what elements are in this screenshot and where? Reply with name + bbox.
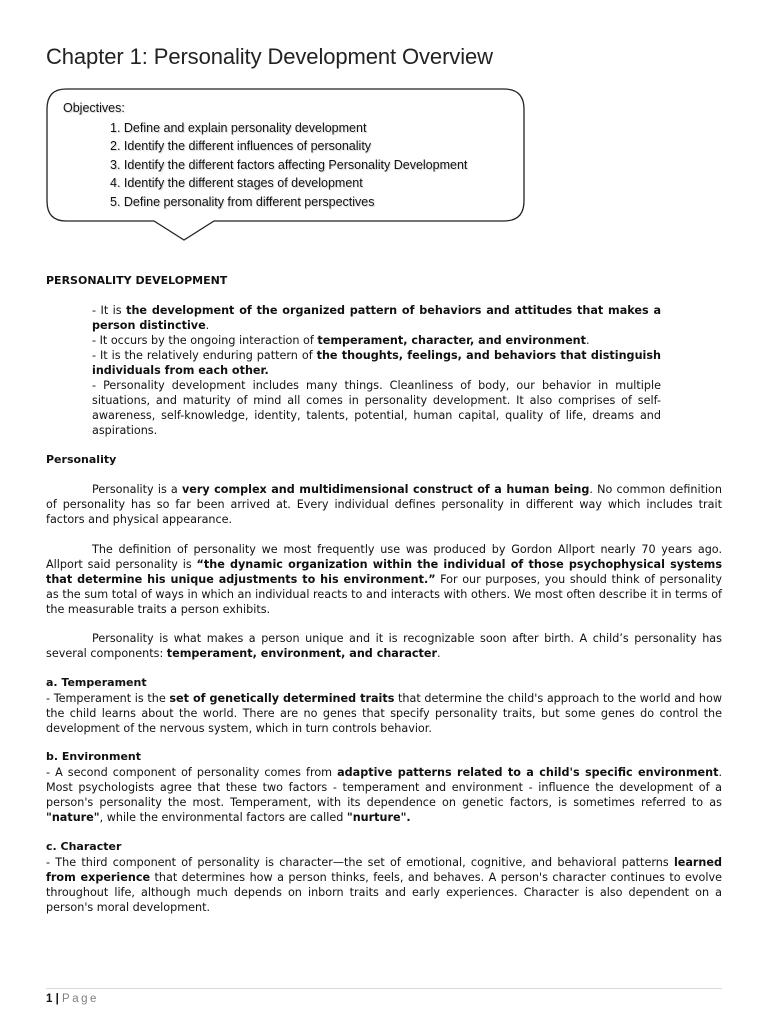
personality-paragraph-3: Personality is what makes a person unique and it is recognizable soon after birth. A child’s personality has several components: temperament, environment, and character. [46,632,722,660]
heading-personality-development: PERSONALITY DEVELOPMENT [46,274,228,287]
footer-divider [46,988,722,989]
personality-paragraph-2: The definition of personality we most frequently use was produced by Gordon Allport nearly 70 years ago. Allport said personality is “the dynamic organization within the individual of those psychophysical systems that determine his unique adjustments to his environment.” For our purposes, you should think of personality as the sum total of ways in which an individual reacts to and interacts with others. We most often describe it in terms of the measurable traits a person exhibits. [46,543,722,616]
objectives-text [46,88,525,222]
environment-paragraph: - A second component of personality comes from adaptive patterns related to a child's specific environment. Most psychologists agree that these two factors - temperament and environment - influence the development of a person's personality the most. Temperament, with its dependence on genetic factors, is sometimes referred to as "nature", while the environmental factors are called "nurture". [46,766,722,824]
character-paragraph: - The third component of personality is character—the set of emotional, cognitive, and behavioral patterns learned from experience that determines how a person thinks, feels, and behaves. A person's character continues to evolve throughout life, although much depends on inborn traits and early experiences. Character is also dependent on a person's moral development. [46,856,722,914]
chapter-title: Chapter 1: Personality Development Overview [46,44,493,69]
personality-paragraph-1: Personality is a very complex and multidimensional construct of a human being. No common definition of personality has so far been arrived at. Every individual defines personality in different way which includes trait factors and physical appearance. [46,483,722,526]
objective-item: 2. Identify the different influences of personality [110,139,372,154]
page-number: 1 [46,993,53,1005]
objectives-list [110,119,467,211]
personality-development-bullets [92,303,661,438]
objective-item: 3. Identify the different factors affecting Personality Development [110,157,468,172]
bullet-item: - It occurs by the ongoing interaction of temperament, character, and environment. [92,334,590,347]
heading-temperament: a. Temperament [46,676,147,689]
bullet-item: - Personality development includes many things. Cleanliness of body, our behavior in multiple situations, and maturity of mind all comes in personality development. It also comprises of self-awareness, self-knowledge, identity, talents, potential, human capital, quality of life, dreams and aspirations. [92,379,661,437]
heading-character: c. Character [46,840,122,853]
bullet-item: - It is the development of the organized pattern of behaviors and attitudes that makes a person distinctive. [92,304,661,332]
page-label: Page [62,993,99,1005]
heading-personality: Personality [46,453,117,466]
footer-separator: | [55,993,59,1005]
heading-environment: b. Environment [46,750,141,763]
objective-item: 5. Define personality from different perspectives [110,194,375,209]
temperament-paragraph: - Temperament is the set of genetically determined traits that determine the child's approach to the world and how the child learns about the world. There are no genes that specify personality traits, but some genes do control the development of the nervous system, which in turn controls behavior. [46,692,723,735]
bullet-item: - It is the relatively enduring pattern of the thoughts, feelings, and behaviors that distinguish individuals from each other. [92,349,661,377]
objective-item: 4. Identify the different stages of development [110,176,363,191]
objectives-heading: Objectives: [63,101,125,115]
objective-item: 1. Define and explain personality development [110,121,367,135]
objectives-callout [46,88,525,222]
page-footer [46,993,99,1005]
